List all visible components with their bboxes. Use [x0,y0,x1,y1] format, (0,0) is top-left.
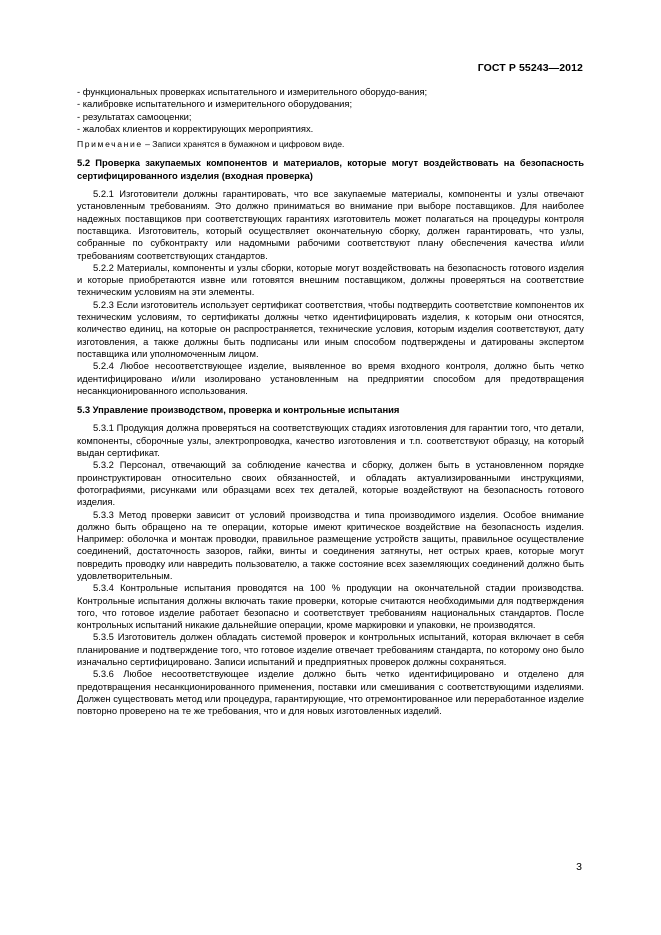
section-heading-5-3: 5.3 Управление производством, проверка и контрольные испытания [77,404,400,416]
paragraph-5-2-1: 5.2.1 Изготовители должны гарантировать, что все закупаемые материалы, компоненты и узлы отвечают установленным требованиям. Это должно приниматься во внимание при выборе поставщиков. Для наиболее надежных поставщиков при соответствующих гарантиях изготовитель может полагаться на процедуры контроля поставщика. Изготовитель, который осуществляет окончательную сборку, должен гарантировать, что узлы, собранные по субконтракту или надомными рабочими соответствуют плану обеспечения качества и/или требованиям соответствующих стандартов. [77,188,584,261]
paragraph-5-3-2: 5.3.2 Персонал, отвечающий за соблюдение качества и сборку, должен быть в установленном порядке проинструктирован относительно своих обязанностей, и обладать актуализированными инструкциями, фотографиями, рисунками или образцами всех тех деталей, которые воздействуют на безопасность готового изделия. [77,459,584,508]
note [77,138,584,150]
paragraph-5-3-3: 5.3.3 Метод проверки зависит от условий производства и типа производимого изделия. Особое внимание должно быть обращено на те операции, которые имеют критическое воздействие на безопасность изделия. Например: оболочка и монтаж проводки, правильное размещение устройств защиты, правильное осуществление соединений, достаточность зазоров, гайки, винты и соединения затянуты, нет острых краев, которые могут повредить проводку или навредить пользователю, а также состояние всех заземляющих соединений должно быть удовлетворительным. [77,508,584,581]
list-item: - калибровке испытательного и измерительного оборудования; [77,98,353,110]
list-item: - функциональных проверках испытательного и измерительного оборудо-вания; [77,86,428,97]
list-item: - результатах самооценки; [77,110,192,122]
note-text: – Записи хранятся в бумажном и цифровом виде. [142,139,345,150]
page-number: 3 [576,861,582,873]
paragraph-5-2-4: 5.2.4 Любое несоответствующее изделие, выявленное во время входного контроля, должно быть четко идентифицировано и/или изолировано установленным на предприятии способом для предотвращения несанкционированного использования. [77,360,584,396]
paragraph-5-2-2: 5.2.2 Материалы, компоненты и узлы сборки, которые могут воздействовать на безопасность готового изделия и которые приобретаются извне или готовятся внешним поставщиком, должны проверяться на соответствие техническим условиям на эти элементы. [77,261,584,298]
list-item: - жалобах клиентов и корректирующих мероприятиях. [77,122,314,134]
note-label: Примечание [77,139,143,150]
section-heading-5-2: 5.2 Проверка закупаемых компонентов и материалов, которые могут воздействовать на безопасность сертифицированного изделия (входная проверка) [77,157,584,181]
paragraph-5-2-3: 5.2.3 Если изготовитель использует сертификат соответствия, чтобы подтвердить соответствие компонентов их техническим условиям, то сертификаты должны четко идентифицировать изделия, к которым они относятся, количество единиц, на которые он распространяется, технические условия, которым изделия соответствуют, дату изготовления, а также должны быть подписаны или иным способом подтверждены и датированы экспертом поставщика или уполномоченным лицом. [77,298,584,359]
document-standard-header: ГОСТ Р 55243—2012 [477,62,583,74]
page-content [77,86,584,718]
paragraph-5-3-4: 5.3.4 Контрольные испытания проводятся на 100 % продукции на окончательной стадии производства. Контрольные испытания должны включать такие проверки, которые считаются необходимыми для подтверждения того, что готовое изделие работает безопасно и соответствует требованиям национальных стандартов. После контрольных испытаний никакие дальнейшие операции, кроме маркировки и упаковки, не производятся. [77,582,584,631]
paragraph-5-3-1: 5.3.1 Продукция должна проверяться на соответствующих стадиях изготовления для гарантии того, что детали, компоненты, сборочные узлы, электропроводка, качество изготовления и т.п. соответствуют образцу, на который выдан сертификат. [77,422,584,459]
paragraph-5-3-6: 5.3.6 Любое несоответствующее изделие должно быть четко идентифицировано и отделено для предотвращения несанкционированного применения, поставки или смешивания с соответствующими изделиями. Должен существовать метод или процедура, гарантирующие, что отремонтированное или переработанное изделие повторно проверено на те же требования, что и для новых изготовленных изделий. [77,668,584,717]
paragraph-5-3-5: 5.3.5 Изготовитель должен обладать системой проверок и контрольных испытаний, которая включает в себя планирование и подтверждение того, что готовое изделие отвечает требованиям стандарта, по которому оно было изначально сертифицировано. Записи испытаний и предприятных проверок должны сохраняться. [77,631,584,668]
